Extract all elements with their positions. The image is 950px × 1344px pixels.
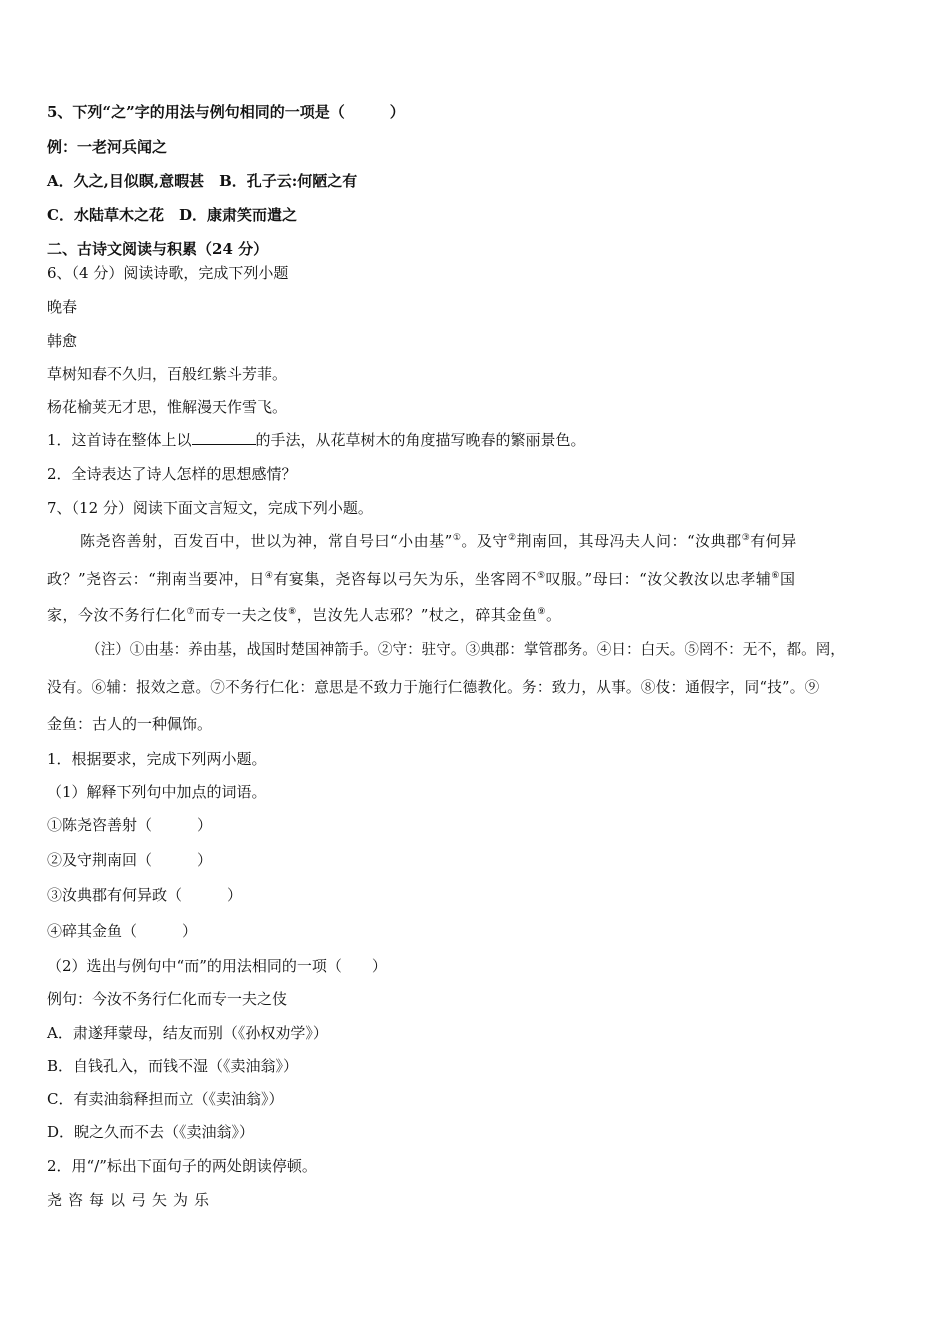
option-b: B．自钱孔入，而钱不湿（《卖油翁》） bbox=[47, 1057, 299, 1075]
passage-line-1 bbox=[80, 531, 797, 551]
note-marker: ① bbox=[452, 533, 462, 543]
q5-options-ab: A．久之,目似瞑,意暇甚 B．孔子云:何陋之有 bbox=[47, 172, 358, 190]
passage-text: ，岂汝先人志邪？”杖之，碎其金鱼 bbox=[296, 606, 538, 624]
word-item-4: ④碎其金鱼（ ） bbox=[47, 922, 198, 940]
passage-text: 有何异 bbox=[750, 532, 797, 550]
option-d: D．睨之久而不去（《卖油翁》） bbox=[47, 1123, 255, 1141]
q6-stem: 6、（4 分）阅读诗歌，完成下列小题 bbox=[47, 264, 289, 282]
note-marker: ⑤ bbox=[536, 571, 546, 581]
word-item-3: ③汝典郡有何异政（ ） bbox=[47, 886, 243, 904]
section2-title: 二、古诗文阅读与积累（24 分） bbox=[47, 240, 269, 258]
word-item-2: ②及守荆南回（ ） bbox=[47, 851, 213, 869]
q6-sub1-post: 的手法，从花草树木的角度描写晚春的繁丽景色。 bbox=[255, 431, 586, 449]
passage-text: 叹服。”母曰：“汝父教汝以忠孝辅 bbox=[545, 570, 772, 588]
passage-text: 政？”尧咨云：“荆南当要冲，日 bbox=[47, 570, 265, 588]
passage-text: 。及守 bbox=[461, 532, 508, 550]
passage-text: 国 bbox=[779, 570, 796, 588]
note-marker: ④ bbox=[264, 571, 274, 581]
q7-stem: 7、（12 分）阅读下面文言短文，完成下列小题。 bbox=[47, 499, 373, 517]
note-marker: ⑨ bbox=[537, 607, 546, 617]
passage-text: 陈尧咨善射，百发百中，世以为神，常自号曰“小由基” bbox=[80, 532, 453, 550]
note-marker: ③ bbox=[741, 533, 751, 543]
note-line-3: 金鱼：古人的一种佩饰。 bbox=[47, 715, 213, 733]
q5-stem: 5、下列“之”字的用法与例句相同的一项是（ ） bbox=[47, 103, 405, 121]
q5-options-cd: C．水陆草木之花 D．康肃笑而遣之 bbox=[47, 206, 297, 224]
passage-text: 家，今汝不务行仁化 bbox=[47, 606, 187, 624]
poem-line-1: 草树知春不久归，百般红紫斗芳菲。 bbox=[47, 365, 288, 383]
example-sentence: 例句：今汝不务行仁化而专一夫之伎 bbox=[47, 990, 288, 1008]
passage-text: 而专一夫之伎 bbox=[195, 606, 289, 624]
q6-sub1-pre: 1．这首诗在整体上以 bbox=[47, 431, 192, 449]
poem-title: 晚春 bbox=[47, 298, 78, 316]
note-line-1: （注）①由基：养由基，战国时楚国神箭手。②守：驻守。③典郡：掌管郡务。④日：白天。⑤罔不：无不，都。罔， bbox=[86, 641, 845, 658]
note-marker: ② bbox=[507, 533, 517, 543]
option-c: C．有卖油翁释担而立（《卖油翁》） bbox=[47, 1090, 284, 1108]
note-marker: ⑦ bbox=[186, 607, 196, 617]
q7-sub1: 1．根据要求，完成下列两小题。 bbox=[47, 750, 267, 768]
word-item-1: ①陈尧咨善射（ ） bbox=[47, 816, 213, 834]
q6-sub1 bbox=[47, 430, 586, 450]
passage-line-3 bbox=[47, 605, 561, 625]
option-a: A．肃遂拜蒙母，结友而别（《孙权劝学》） bbox=[47, 1024, 328, 1042]
poem-author: 韩愈 bbox=[47, 332, 78, 350]
passage-text: 荆南回，其母冯夫人问：“汝典郡 bbox=[516, 532, 742, 550]
poem-line-2: 杨花榆荚无才思，惟解漫天作雪飞。 bbox=[47, 398, 288, 416]
q6-sub2: 2．全诗表达了诗人怎样的思想感情？ bbox=[47, 465, 297, 483]
note-marker: ⑥ bbox=[771, 571, 780, 581]
q5-example: 例：一老河兵闻之 bbox=[47, 138, 168, 156]
passage-line-2 bbox=[47, 569, 795, 589]
answer-blank[interactable] bbox=[192, 430, 256, 445]
note-line-2: 没有。⑥辅：报效之意。⑦不务行仁化：意思是不致力于施行仁德教化。务：致力，从事。⑧伎：通假字，同“技”。⑨ bbox=[47, 679, 820, 696]
q7-sub1-2: （2）选出与例句中“而”的用法相同的一项（ ） bbox=[47, 957, 387, 975]
q7-sub1-1: （1）解释下列句中加点的词语。 bbox=[47, 783, 267, 801]
q7-sub2: 2．用“/”标出下面句子的两处朗读停顿。 bbox=[47, 1157, 317, 1175]
pause-sentence: 尧咨每以弓矢为乐 bbox=[47, 1191, 216, 1209]
note-marker: ⑧ bbox=[288, 607, 297, 617]
passage-text: 。 bbox=[545, 606, 562, 624]
passage-text: 有宴集，尧咨每以弓矢为乐，坐客罔不 bbox=[273, 570, 537, 588]
